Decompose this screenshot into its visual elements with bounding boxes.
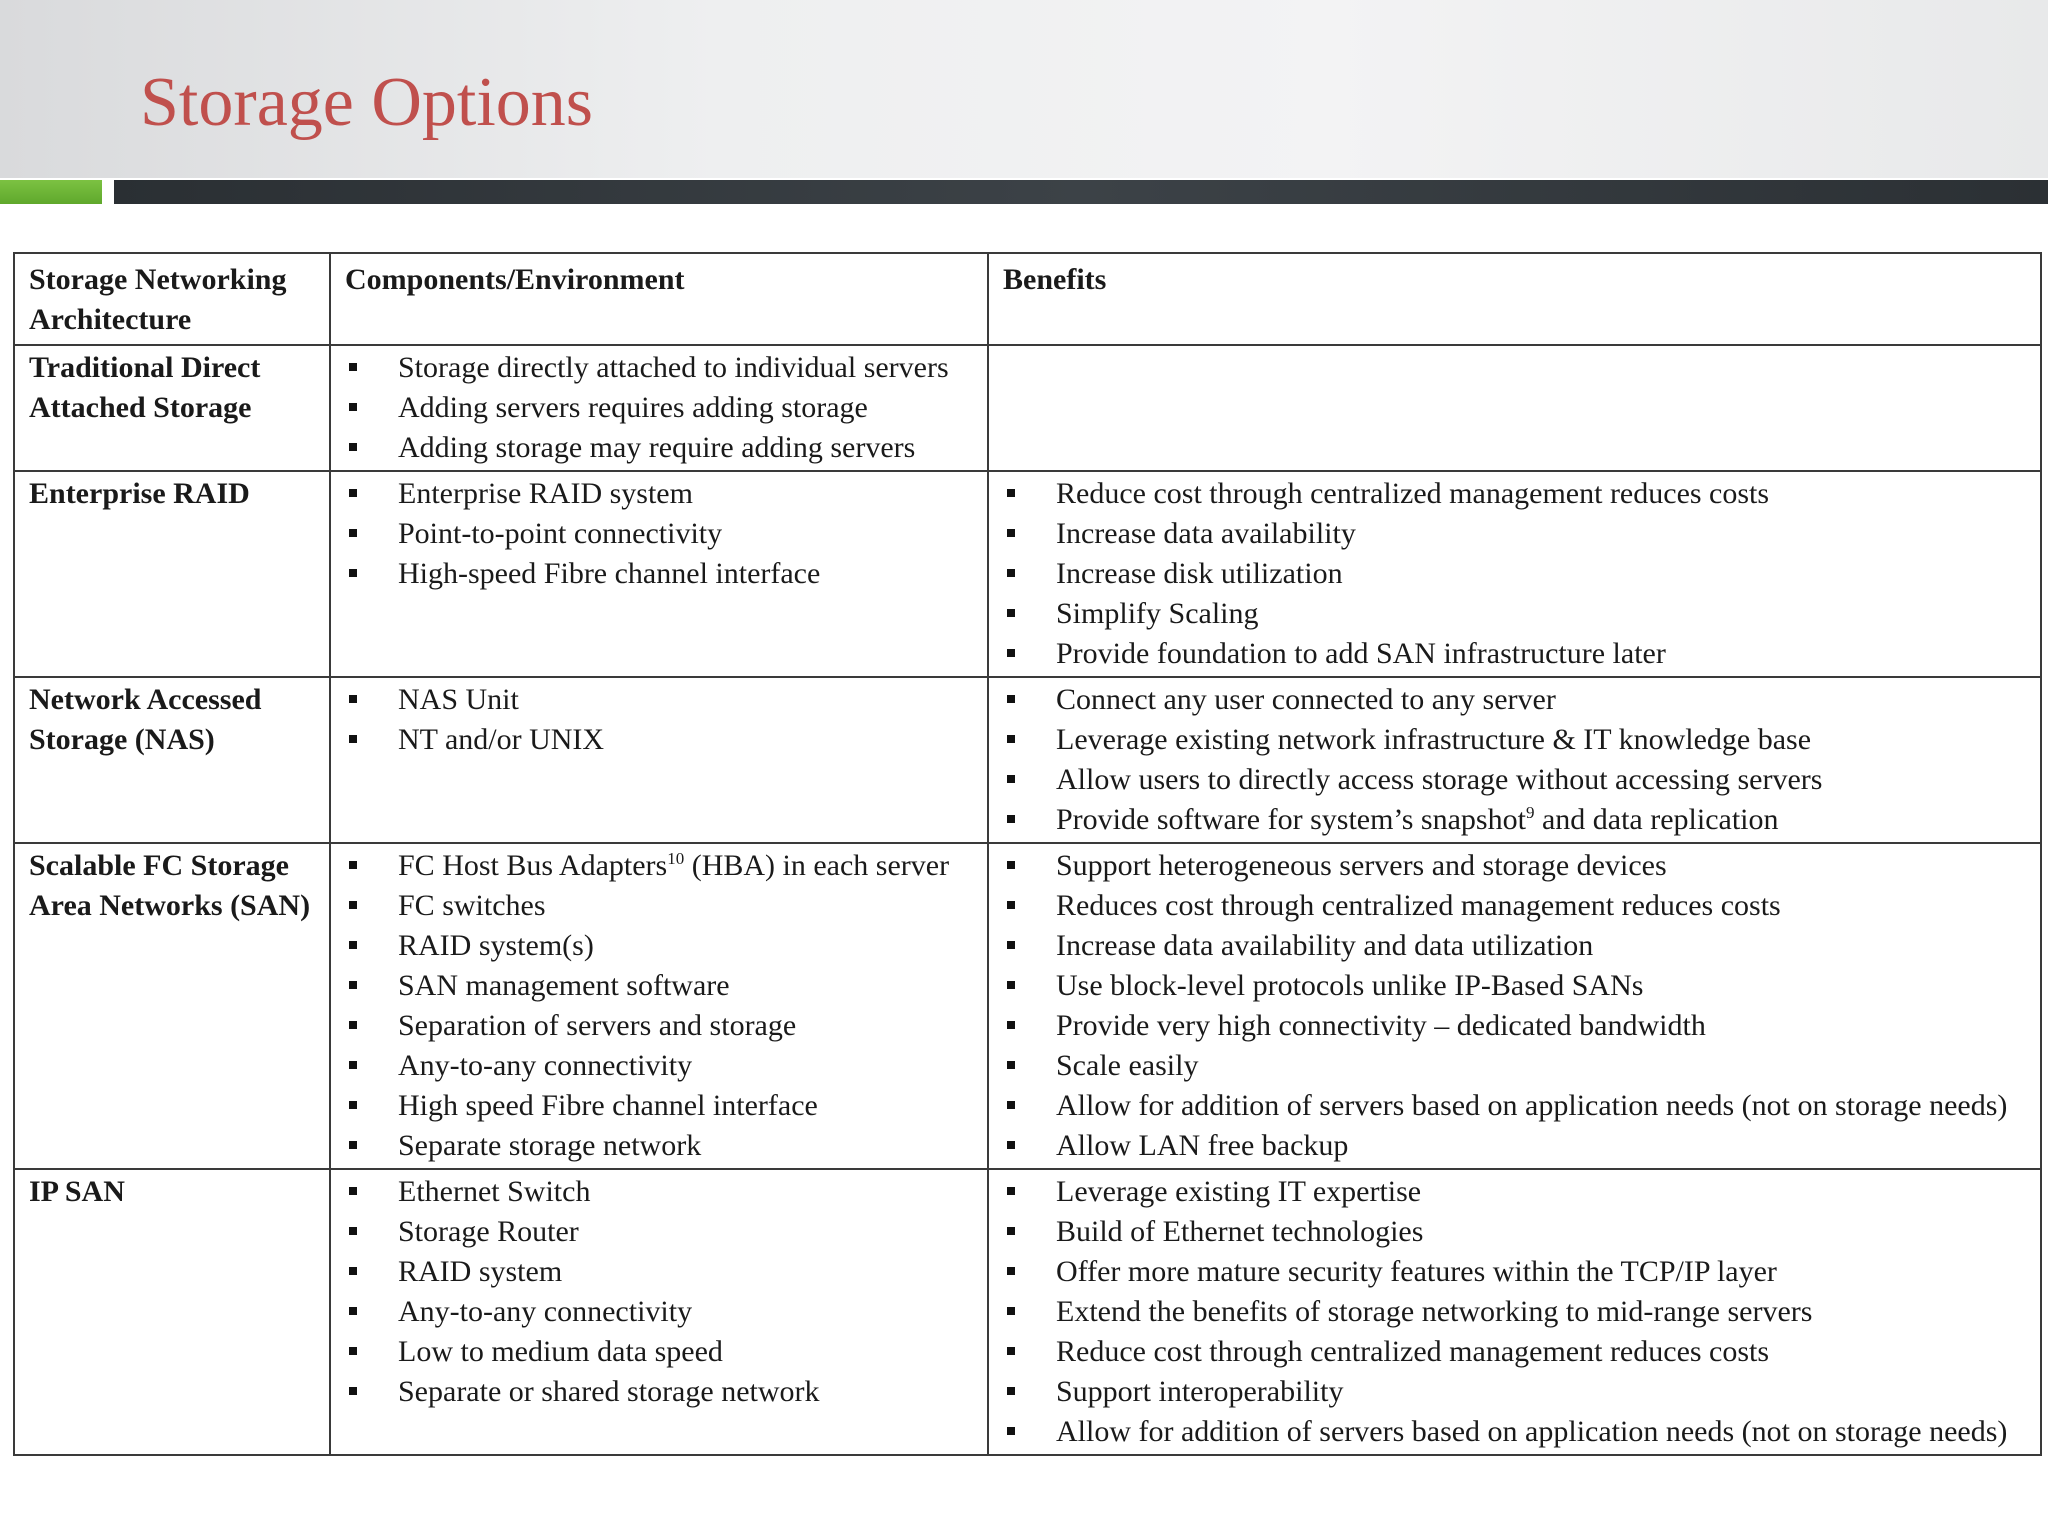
accent-bar-green — [0, 180, 102, 204]
list-item: Allow for addition of servers based on application needs (not on storage needs) — [1003, 1086, 2026, 1126]
list-item: Storage Router — [345, 1212, 973, 1252]
list-item: Ethernet Switch — [345, 1172, 973, 1212]
accent-bar-dark — [114, 180, 2048, 204]
list-item: Adding storage may require adding servers — [345, 428, 973, 468]
components-list — [345, 1172, 973, 1412]
list-item: Allow LAN free backup — [1003, 1126, 2026, 1166]
list-item: FC Host Bus Adapters$^{10}$ (HBA) in each server — [345, 846, 973, 886]
architecture-cell: IP SAN — [14, 1169, 330, 1455]
list-item: Extend the benefits of storage networking to mid-range servers — [1003, 1292, 2026, 1332]
list-item: Any-to-any connectivity — [345, 1292, 973, 1332]
list-item: Provide software for system’s snapshot$^9$ and data replication — [1003, 800, 2026, 840]
list-item: Use block-level protocols unlike IP-Based SANs — [1003, 966, 2026, 1006]
header-benefits: Benefits — [988, 253, 2041, 345]
benefits-list — [1003, 680, 2026, 840]
list-item: Adding servers requires adding storage — [345, 388, 973, 428]
components-cell — [330, 471, 988, 677]
list-item: Offer more mature security features within the TCP/IP layer — [1003, 1252, 2026, 1292]
table-row — [14, 1169, 2041, 1455]
list-item: Provide foundation to add SAN infrastructure later — [1003, 634, 2026, 674]
list-item: Scale easily — [1003, 1046, 2026, 1086]
footnote-ref: 10 — [667, 849, 685, 868]
components-cell — [330, 843, 988, 1169]
list-item: Leverage existing IT expertise — [1003, 1172, 2026, 1212]
benefits-cell — [988, 1169, 2041, 1455]
list-item: Support interoperability — [1003, 1372, 2026, 1412]
list-item: Support heterogeneous servers and storage devices — [1003, 846, 2026, 886]
list-item: Increase data availability and data utilization — [1003, 926, 2026, 966]
list-item: Simplify Scaling — [1003, 594, 2026, 634]
benefits-list — [1003, 846, 2026, 1166]
benefits-list — [1003, 1172, 2026, 1452]
table-row — [14, 471, 2041, 677]
header-architecture: Storage Networking Architecture — [14, 253, 330, 345]
list-item: Enterprise RAID system — [345, 474, 973, 514]
architecture-cell: Network Accessed Storage (NAS) — [14, 677, 330, 843]
list-item: RAID system — [345, 1252, 973, 1292]
list-item: FC switches — [345, 886, 973, 926]
list-item: Increase data availability — [1003, 514, 2026, 554]
list-item: NAS Unit — [345, 680, 973, 720]
slide-title: Storage Options — [140, 64, 594, 141]
components-list — [345, 348, 973, 468]
list-item: Separate or shared storage network — [345, 1372, 973, 1412]
list-item: SAN management software — [345, 966, 973, 1006]
architecture-cell: Traditional Direct Attached Storage — [14, 345, 330, 471]
list-item: Allow for addition of servers based on application needs (not on storage needs) — [1003, 1412, 2026, 1452]
storage-options-table — [13, 252, 2042, 1456]
benefits-cell — [988, 843, 2041, 1169]
list-item: Reduce cost through centralized management reduces costs — [1003, 474, 2026, 514]
list-item: Separate storage network — [345, 1126, 973, 1166]
components-cell — [330, 345, 988, 471]
components-list — [345, 680, 973, 760]
list-item: High-speed Fibre channel interface — [345, 554, 973, 594]
benefits-cell — [988, 345, 2041, 471]
footnote-ref: 9 — [1525, 803, 1535, 822]
list-item: Low to medium data speed — [345, 1332, 973, 1372]
components-cell — [330, 1169, 988, 1455]
components-cell — [330, 677, 988, 843]
list-item: Connect any user connected to any server — [1003, 680, 2026, 720]
list-item: Increase disk utilization — [1003, 554, 2026, 594]
list-item: Build of Ethernet technologies — [1003, 1212, 2026, 1252]
list-item: Storage directly attached to individual servers — [345, 348, 973, 388]
architecture-cell: Enterprise RAID — [14, 471, 330, 677]
benefits-cell — [988, 471, 2041, 677]
list-item: Separation of servers and storage — [345, 1006, 973, 1046]
components-list — [345, 474, 973, 594]
table-row — [14, 345, 2041, 471]
table-header-row — [14, 253, 2041, 345]
benefits-cell — [988, 677, 2041, 843]
list-item: Reduces cost through centralized management reduces costs — [1003, 886, 2026, 926]
list-item: Reduce cost through centralized management reduces costs — [1003, 1332, 2026, 1372]
benefits-list — [1003, 474, 2026, 674]
list-item: High speed Fibre channel interface — [345, 1086, 973, 1126]
components-list — [345, 846, 973, 1166]
list-item: NT and/or UNIX — [345, 720, 973, 760]
list-item: Provide very high connectivity – dedicated bandwidth — [1003, 1006, 2026, 1046]
header-components: Components/Environment — [330, 253, 988, 345]
table-row — [14, 843, 2041, 1169]
list-item: Any-to-any connectivity — [345, 1046, 973, 1086]
architecture-cell: Scalable FC Storage Area Networks (SAN) — [14, 843, 330, 1169]
table-row — [14, 677, 2041, 843]
list-item: RAID system(s) — [345, 926, 973, 966]
list-item: Point-to-point connectivity — [345, 514, 973, 554]
list-item: Allow users to directly access storage without accessing servers — [1003, 760, 2026, 800]
list-item: Leverage existing network infrastructure & IT knowledge base — [1003, 720, 2026, 760]
